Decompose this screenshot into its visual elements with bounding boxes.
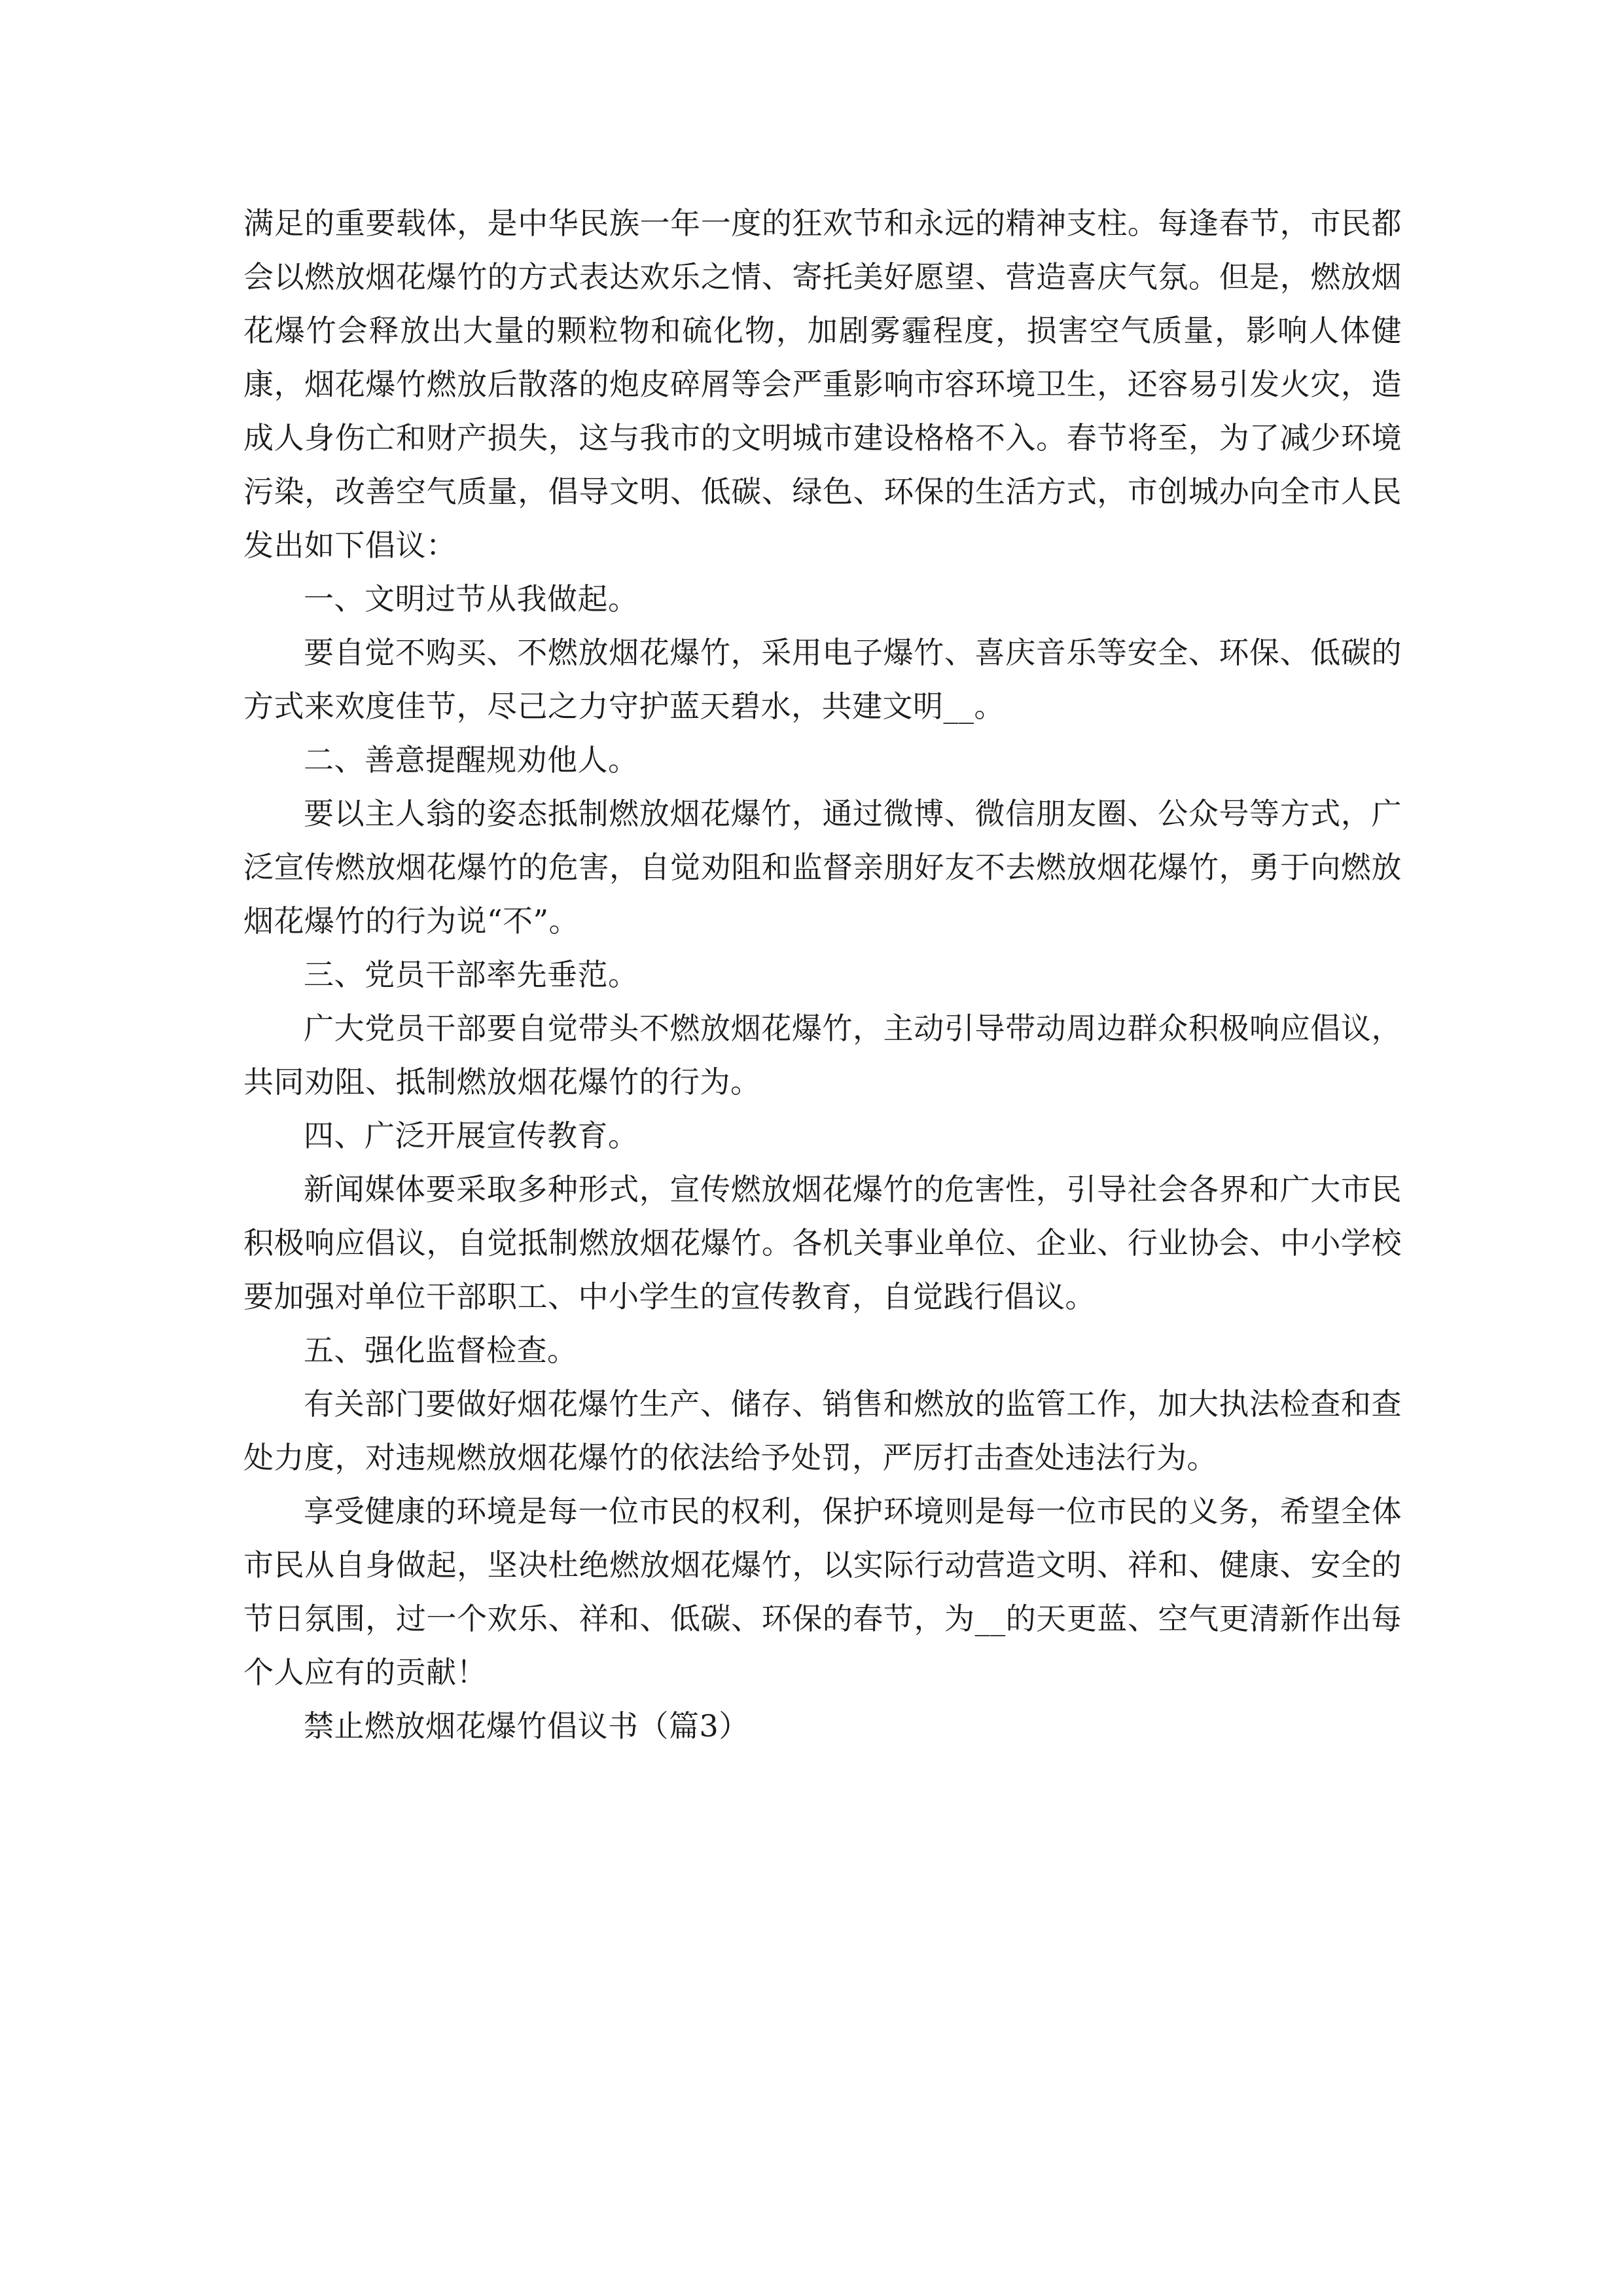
section-body-5: 有关部门要做好烟花爆竹生产、储存、销售和燃放的监管工作，加大执法检查和查处力度，对违规燃放烟花爆竹的依法给予处罚，严厉打击查处违法行为。 bbox=[243, 1386, 1402, 1475]
section-heading-3: 三、党员干部率先垂范。 bbox=[304, 957, 639, 992]
section-body-4: 新闻媒体要采取多种形式，宣传燃放烟花爆竹的危害性，引导社会各界和广大市民积极响应倡议，自觉抵制燃放烟花爆竹。各机关事业单位、企业、行业协会、中小学校要加强对单位干部职工、中小学生的宣传教育，自觉践行倡议。 bbox=[243, 1172, 1402, 1314]
section-heading-1: 一、文明过节从我做起。 bbox=[304, 581, 639, 617]
section-heading-2: 二、善意提醒规劝他人。 bbox=[304, 742, 639, 778]
section-body-1: 要自觉不购买、不燃放烟花爆竹，采用电子爆竹、喜庆音乐等安全、环保、低碳的方式来欢度佳节，尽己之力守护蓝天碧水，共建文明__。 bbox=[243, 635, 1402, 724]
section-body-3: 广大党员干部要自觉带头不燃放烟花爆竹，主动引导带动周边群众积极响应倡议，共同劝阻、抵制燃放烟花爆竹的行为。 bbox=[243, 1011, 1402, 1100]
next-article-title: 禁止燃放烟花爆竹倡议书（篇3） bbox=[304, 1708, 749, 1744]
intro-paragraph: 满足的重要载体，是中华民族一年一度的狂欢节和永远的精神支柱。每逢春节，市民都会以燃放烟花爆竹的方式表达欢乐之情、寄托美好愿望、营造喜庆气氛。但是，燃放烟花爆竹会释放出大量的颗粒物和硫化物，加剧雾霾程度，损害空气质量，影响人体健康，烟花爆竹燃放后散落的炮皮碎屑等会严重影响市容环境卫生，还容易引发火灾，造成人身伤亡和财产损失，这与我市的文明城市建设格格不入。春节将至，为了减少环境污染，改善空气质量，倡导文明、低碳、绿色、环保的生活方式，市创城办向全市人民发出如下倡议： bbox=[243, 206, 1402, 563]
section-body-2: 要以主人翁的姿态抵制燃放烟花爆竹，通过微博、微信朋友圈、公众号等方式，广泛宣传燃放烟花爆竹的危害，自觉劝阻和监督亲朋好友不去燃放烟花爆竹，勇于向燃放烟花爆竹的行为说“不”。 bbox=[243, 796, 1402, 939]
section-heading-5: 五、强化监督检查。 bbox=[304, 1333, 578, 1368]
document-page bbox=[243, 196, 1402, 1753]
closing-paragraph: 享受健康的环境是每一位市民的权利，保护环境则是每一位市民的义务，希望全体市民从自身做起，坚决杜绝燃放烟花爆竹，以实际行动营造文明、祥和、健康、安全的节日氛围，过一个欢乐、祥和、低碳、环保的春节，为__的天更蓝、空气更清新作出每个人应有的贡献！ bbox=[243, 1494, 1402, 1690]
section-heading-4: 四、广泛开展宣传教育。 bbox=[304, 1118, 639, 1153]
